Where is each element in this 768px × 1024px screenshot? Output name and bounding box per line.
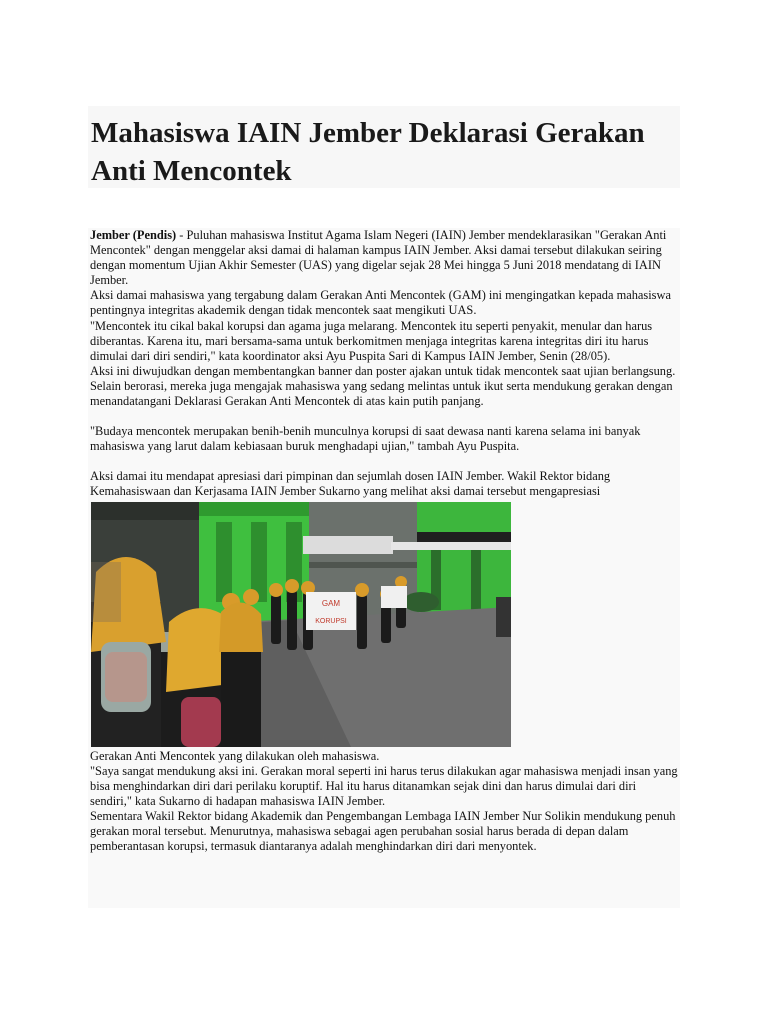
article-body	[88, 228, 680, 908]
paragraph-1	[90, 228, 680, 288]
paragraph-gap	[90, 454, 680, 469]
paragraph-8: Sementara Wakil Rektor bidang Akademik dan Pengembangan Lembaga IAIN Jember Nur Solikin mendukung penuh gerakan moral tersebut. Menurutnya, mahasiswa sebagai agen perubahan sosial harus berada di depan dalam pemberantasan korupsi, termasuk diantaranya adalah menghindarkan diri dari menyontek.	[90, 808, 676, 854]
article-title: Mahasiswa IAIN Jember Deklarasi Gerakan Anti Mencontek	[91, 117, 645, 187]
title-block	[88, 106, 680, 188]
article-text-top	[88, 228, 680, 500]
paragraph-3: "Mencontek itu cikal bakal korupsi dan agama juga melarang. Mencontek itu seperti penyakit, menular dan harus diberantas. Karena itu, mari bersama-sama untuk berkomitmen menjaga integritas karena integritas diri itu harus dimulai dari diri sendiri," kata koordinator aksi Ayu Puspita Sari di Kampus IAIN Jember, Senin (28/05).	[90, 318, 653, 363]
paragraph-4: Aksi ini diwujudkan dengan membentangkan banner dan poster ajakan untuk tidak mencontek saat ujian berlangsung. Selain berorasi, mereka juga mengajak mahasiswa yang sedang melintas untuk ikut serta mendukung gerakan dengan menandatangani Deklarasi Gerakan Anti Mencontek di atas kain putih panjang.	[90, 363, 676, 409]
lead-dateline: Jember (Pendis)	[90, 228, 177, 242]
article-text-bottom	[88, 749, 680, 855]
paragraph-gap	[90, 409, 680, 424]
paragraph-5: "Budaya mencontek merupakan benih-benih munculnya korupsi di saat dewasa nanti karena selama ini banyak mahasiswa yang larut dalam kebiasaan buruk menghadapi ujian," tambah Ayu Puspita.	[90, 424, 641, 454]
photo-illustration	[91, 502, 511, 747]
paragraph-2: Aksi damai mahasiswa yang tergabung dalam Gerakan Anti Mencontek (GAM) ini mengingatkan kepada mahasiswa pentingnya integritas akademik dengan tidak mencontek saat mengikuti UAS.	[90, 288, 671, 318]
photo-caption: Gerakan Anti Mencontek yang dilakukan oleh mahasiswa.	[90, 748, 380, 763]
banner-text-2: KORUPSI	[315, 617, 347, 625]
paragraph-6: Aksi damai itu mendapat apresiasi dari pimpinan dan sejumlah dosen IAIN Jember. Wakil Rektor bidang Kemahasiswaan dan Kerjasama IAIN Jember Sukarno yang melihat aksi damai tersebut mengapresiasi	[90, 469, 611, 499]
article-photo	[91, 502, 511, 747]
paragraph-7: "Saya sangat mendukung aksi ini. Gerakan moral seperti ini harus terus dilakukan agar mahasiswa menjadi insan yang bisa menghindarkan diri dari perilaku koruptif. Hal itu harus ditanamkan sejak dini dan harus dimulai dari diri sendiri," kata Sukarno di hadapan mahasiswa IAIN Jember.	[90, 763, 678, 808]
paragraph-1-text: - Puluhan mahasiswa Institut Agama Islam Negeri (IAIN) Jember mendeklarasikan "Gerakan Anti Mencontek" dengan menggelar aksi damai di halaman kampus IAIN Jember. Aksi damai tersebut dilakukan seiring dengan momentum Ujian Akhir Semester (UAS) yang digelar sejak 28 Mei hingga 5 Juni 2018 mendatang di IAIN Jember.	[90, 228, 667, 288]
banner-text-1: GAM	[321, 598, 341, 608]
